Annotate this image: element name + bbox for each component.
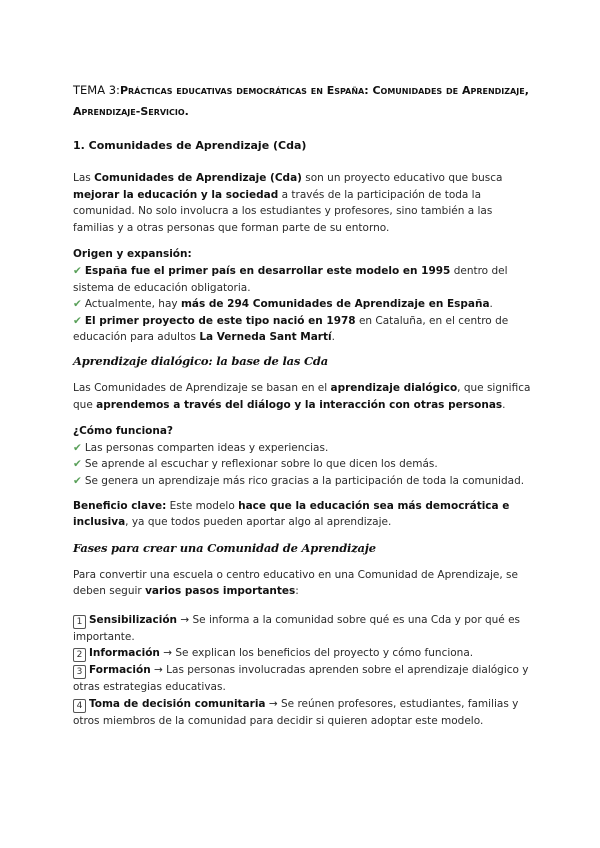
list-item: ✔ Se aprende al escuchar y reflexionar sobre lo que dicen los demás. [73,458,438,471]
step-item: 4 Toma de decisión comunitaria → Se reúnen profesores, estudiantes, familias y otros miembros de la comunidad para decidir si quieren adoptar este modelo. [73,698,519,728]
steps-list [73,612,533,730]
origin-heading: Origen y expansión: [73,248,192,261]
origin-block [73,246,533,346]
how-heading: ¿Cómo funciona? [73,425,174,438]
step-number-badge: 1 [73,615,86,629]
check-icon: ✔ [73,474,82,487]
document-page [73,80,533,738]
section-3-intro: Para convertir una escuela o centro educativo en una Comunidad de Aprendizaje, se deben seguir varios pasos importantes: [73,568,518,598]
step-item: 2 Información → Se explican los beneficios del proyecto y cómo funciona. [73,645,533,662]
list-item: ✔ España fue el primer país en desarrollar este modelo en 1995 dentro del sistema de educación obligatoria. [73,264,508,294]
benefit-paragraph: Beneficio clave: Este modelo hace que la educación sea más democrática e inclusiva, ya que todos pueden aportar algo al aprendizaje. [73,499,510,529]
check-icon: ✔ [73,298,82,311]
step-number-badge: 3 [73,665,86,679]
section-2-heading: Aprendizaje dialógico: la base de las Cda [73,353,329,368]
step-number-badge: 2 [73,648,86,662]
check-icon: ✔ [73,264,82,277]
check-icon: ✔ [73,441,82,454]
section-2-intro: Las Comunidades de Aprendizaje se basan en el aprendizaje dialógico, que significa que aprendemos a través del diálogo y la interacción con otras personas. [73,381,531,411]
document-title [73,80,533,122]
list-item: ✔ Actualmente, hay más de 294 Comunidades de Aprendizaje en España. [73,298,493,311]
step-item: 3 Formación → Las personas involucradas aprenden sobre el aprendizaje dialógico y otras estrategias educativas. [73,664,529,694]
section-1-intro: Las Comunidades de Aprendizaje (Cda) son un proyecto educativo que busca mejorar la educación y la sociedad a través de la participación de toda la comunidad. No solo involucra a los estudiantes y profesores, sino también a las familias y a otras personas que forman parte de su entorno. [73,172,503,234]
how-block [73,423,533,489]
list-item: ✔ El primer proyecto de este tipo nació en 1978 en Cataluña, en el centro de educación para adultos La Verneda Sant Martí. [73,314,509,344]
list-item: ✔ Se genera un aprendizaje más rico gracias a la participación de toda la comunidad. [73,474,525,487]
check-icon: ✔ [73,458,82,471]
title-prefix: TEMA 3: [73,83,120,97]
check-icon: ✔ [73,314,82,327]
list-item: ✔ Las personas comparten ideas y experiencias. [73,441,329,454]
section-3-heading: Fases para crear una Comunidad de Aprendizaje [73,540,376,555]
section-1-heading: 1. Comunidades de Aprendizaje (Cda) [73,139,307,152]
step-number-badge: 4 [73,699,86,713]
step-item: 1 Sensibilización → Se informa a la comunidad sobre qué es una Cda y por qué es importante. [73,613,521,643]
title-text: Prácticas educativas democráticas en España: Comunidades de Aprendizaje, Aprendizaje-Servicio. [73,84,529,118]
